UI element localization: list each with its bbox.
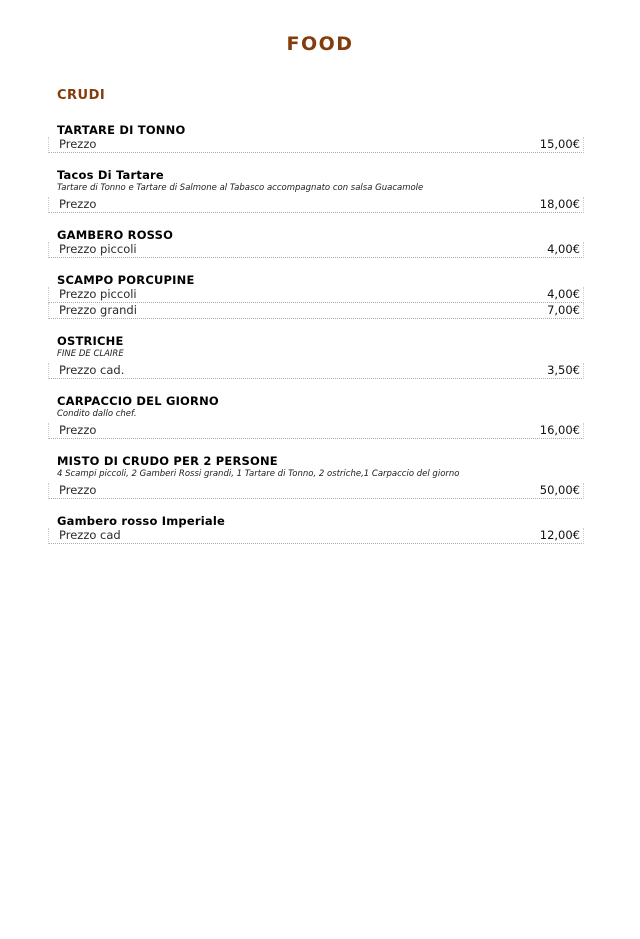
price-value: 50,00€: [539, 483, 580, 497]
price-label: Prezzo piccoli: [59, 242, 137, 256]
price-row: [48, 197, 584, 213]
price-row: [48, 483, 584, 499]
price-value: 4,00€: [547, 242, 580, 256]
item-description: FINE DE CLAIRE: [57, 349, 124, 359]
item-name: OSTRICHE: [57, 334, 124, 348]
item-description: Condito dallo chef.: [57, 409, 137, 419]
menu-list: [48, 124, 584, 544]
price-value: 7,00€: [547, 303, 580, 317]
item-description: Tartare di Tonno e Tartare di Salmone al Tabasco accompagnato con salsa Guacamole: [57, 183, 424, 193]
price-value: 16,00€: [539, 423, 580, 437]
price-value: 3,50€: [547, 363, 580, 377]
item-name: TARTARE DI TONNO: [57, 123, 186, 137]
page-title: FOOD: [286, 33, 354, 55]
price-value: 12,00€: [539, 528, 580, 542]
price-value: 18,00€: [539, 197, 580, 211]
item-name: CARPACCIO DEL GIORNO: [57, 394, 219, 408]
price-value: 4,00€: [547, 287, 580, 301]
price-row: [48, 528, 584, 544]
price-row: [48, 423, 584, 439]
menu-item: [48, 274, 584, 319]
item-name: Tacos Di Tartare: [57, 168, 164, 182]
menu-item: [48, 515, 584, 544]
price-row: [48, 303, 584, 319]
price-value: 15,00€: [539, 137, 580, 151]
item-name: Gambero rosso Imperiale: [57, 514, 225, 528]
price-row: [48, 242, 584, 258]
price-label: Prezzo piccoli: [59, 287, 137, 301]
price-label: Prezzo grandi: [59, 303, 137, 317]
item-name: MISTO DI CRUDO PER 2 PERSONE: [57, 454, 278, 468]
menu-item: [48, 124, 584, 153]
menu-item: [48, 395, 584, 439]
item-description: 4 Scampi piccoli, 2 Gamberi Rossi grandi, 1 Tartare di Tonno, 2 ostriche,1 Carpaccio del giorno: [57, 469, 460, 479]
price-row: [48, 137, 584, 153]
price-label: Prezzo cad.: [59, 363, 125, 377]
menu-item: [48, 169, 584, 213]
menu-page: [0, 33, 640, 939]
price-label: Prezzo cad: [59, 528, 121, 542]
menu-item: [48, 229, 584, 258]
menu-item: [48, 455, 584, 499]
item-name: SCAMPO PORCUPINE: [57, 273, 195, 287]
item-name: GAMBERO ROSSO: [57, 228, 174, 242]
price-label: Prezzo: [59, 483, 97, 497]
price-row: [48, 287, 584, 303]
price-label: Prezzo: [59, 137, 97, 151]
section-heading-crudi: CRUDI: [57, 88, 106, 103]
menu-item: [48, 335, 584, 379]
price-row: [48, 363, 584, 379]
price-label: Prezzo: [59, 197, 97, 211]
price-label: Prezzo: [59, 423, 97, 437]
